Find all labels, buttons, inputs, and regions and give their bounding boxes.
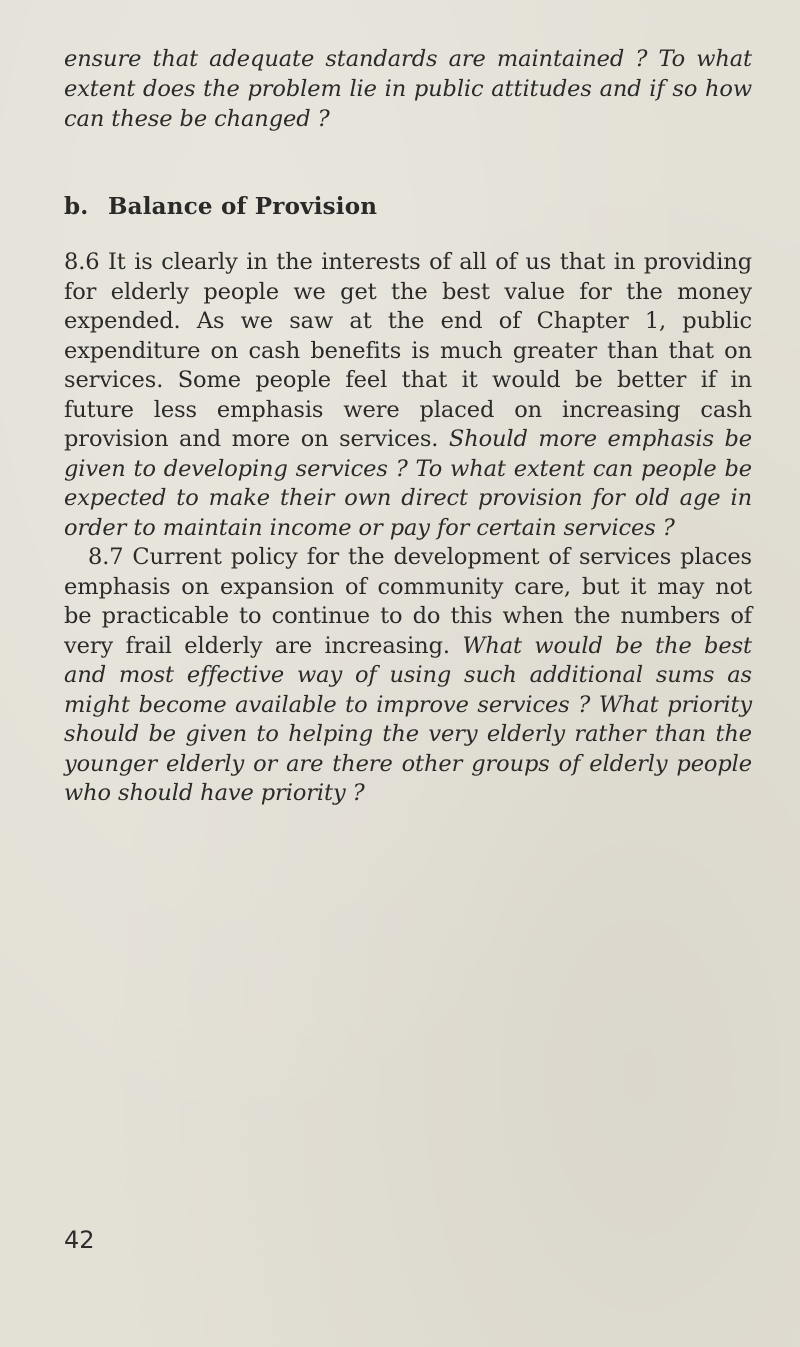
document-page bbox=[64, 44, 752, 809]
paragraph-text: It is clearly in the interests of all of us that in providing for elderly people we get the best value for the money expended. As we saw at the end of Chapter 1, public expenditure on cash benefits is much greater than that on services. Some people feel that it would be better if in future less emphasis were placed on increasing cash provision and more on services. bbox=[64, 249, 752, 452]
paragraph-8-7 bbox=[64, 543, 752, 809]
paragraph-question: Should more emphasis be given to developing services ? To what extent can people be expected to make their own direct provision for old age in order to maintain income or pay for certain services ? bbox=[64, 426, 752, 541]
section-title: Balance of Provision bbox=[108, 193, 378, 220]
section-heading bbox=[64, 192, 752, 222]
section-letter: b. bbox=[64, 193, 89, 220]
page-number: 42 bbox=[64, 1226, 95, 1254]
paragraph-number: 8.7 bbox=[88, 544, 124, 570]
paragraph-number: 8.6 bbox=[64, 249, 100, 275]
paragraph-8-6 bbox=[64, 248, 752, 543]
intro-paragraph: ensure that adequate standards are maintained ? To what extent does the problem lie in public attitudes and if so how can these be changed ? bbox=[64, 46, 752, 132]
paragraph-question: What would be the best and most effective way of using such additional sums as might become available to improve services ? What priority should be given to helping the very elderly rather than the younger elderly or are there other groups of elderly people who should have priority ? bbox=[64, 632, 752, 806]
paragraph-text: Current policy for the development of services places emphasis on expansion of community care, but it may not be practicable to continue to do this when the numbers of very frail elderly are increasing. bbox=[64, 544, 752, 659]
